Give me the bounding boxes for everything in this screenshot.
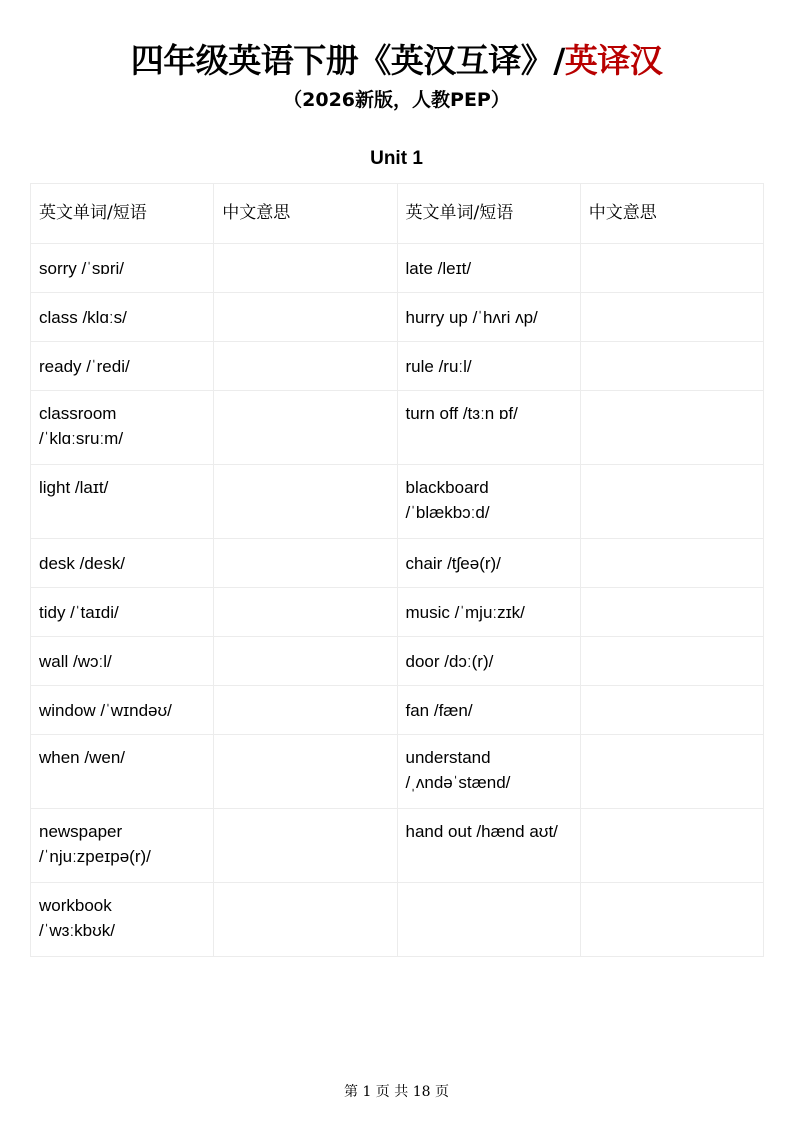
chinese-meaning-cell bbox=[214, 686, 397, 735]
chinese-meaning-cell bbox=[580, 391, 763, 465]
header-english-left: 英文单词/短语 bbox=[31, 184, 214, 244]
english-word-cell bbox=[397, 588, 580, 637]
english-word-cell bbox=[397, 735, 580, 809]
cell-text-line: blackboard bbox=[405, 478, 489, 497]
table-row bbox=[31, 686, 764, 735]
cell-text-line: sorry /ˈsɒri/ bbox=[39, 259, 124, 278]
header-chinese-right: 中文意思 bbox=[580, 184, 763, 244]
english-word-cell bbox=[397, 539, 580, 588]
cell-text-line: hurry up /ˈhʌri ʌp/ bbox=[405, 308, 538, 327]
english-word-cell bbox=[31, 883, 214, 957]
chinese-meaning-cell bbox=[214, 244, 397, 293]
english-word-cell bbox=[397, 391, 580, 465]
cell-text-line: light /laɪt/ bbox=[39, 478, 109, 497]
chinese-meaning-cell bbox=[580, 883, 763, 957]
chinese-meaning-cell bbox=[580, 293, 763, 342]
english-word-cell bbox=[397, 342, 580, 391]
chinese-meaning-cell bbox=[214, 735, 397, 809]
english-word-cell bbox=[397, 637, 580, 686]
chinese-meaning-cell bbox=[214, 465, 397, 539]
unit-title: Unit 1 bbox=[370, 148, 423, 169]
page-footer: 第 1 页 共 18 页 bbox=[344, 1084, 449, 1100]
table-body bbox=[31, 244, 764, 957]
header-english-right: 英文单词/短语 bbox=[397, 184, 580, 244]
cell-text-line: /ˌʌndəˈstænd/ bbox=[405, 773, 511, 792]
english-word-cell bbox=[31, 342, 214, 391]
english-word-cell bbox=[397, 465, 580, 539]
cell-text-line: understand bbox=[405, 748, 491, 767]
chinese-meaning-cell bbox=[580, 588, 763, 637]
chinese-meaning-cell bbox=[214, 391, 397, 465]
english-word-cell bbox=[31, 809, 214, 883]
english-word-cell bbox=[31, 244, 214, 293]
cell-text-line: tidy /ˈtaɪdi/ bbox=[39, 603, 119, 622]
chinese-meaning-cell bbox=[214, 293, 397, 342]
table-row bbox=[31, 809, 764, 883]
chinese-meaning-cell bbox=[214, 637, 397, 686]
page-subtitle: （2026新版，人教PEP） bbox=[283, 89, 510, 111]
cell-text-line: /ˈblækbɔːd/ bbox=[405, 503, 490, 522]
english-word-cell bbox=[31, 686, 214, 735]
chinese-meaning-cell bbox=[214, 588, 397, 637]
table-header-row bbox=[31, 184, 764, 244]
page-title-accent: 英译汉 bbox=[564, 41, 663, 80]
cell-text-line: ready /ˈredi/ bbox=[39, 357, 130, 376]
cell-text-line: workbook bbox=[39, 896, 112, 915]
cell-text-line: music /ˈmjuːzɪk/ bbox=[405, 603, 525, 622]
english-word-cell bbox=[31, 391, 214, 465]
cell-text-line: hand out /hænd aʊt/ bbox=[405, 822, 558, 841]
chinese-meaning-cell bbox=[214, 809, 397, 883]
english-word-cell bbox=[397, 686, 580, 735]
vocabulary-table bbox=[30, 183, 764, 957]
chinese-meaning-cell bbox=[580, 244, 763, 293]
table-row bbox=[31, 637, 764, 686]
cell-text-line: /ˈklɑːsruːm/ bbox=[39, 429, 124, 448]
english-word-cell bbox=[31, 293, 214, 342]
english-word-cell bbox=[31, 588, 214, 637]
table-row bbox=[31, 391, 764, 465]
cell-text-line: /ˈwɜːkbʊk/ bbox=[39, 921, 116, 940]
english-word-cell bbox=[31, 735, 214, 809]
cell-text-line: chair /tʃeə(r)/ bbox=[405, 554, 501, 573]
chinese-meaning-cell bbox=[214, 883, 397, 957]
chinese-meaning-cell bbox=[580, 539, 763, 588]
english-word-cell bbox=[31, 465, 214, 539]
english-word-cell bbox=[397, 244, 580, 293]
cell-text-line: rule /ruːl/ bbox=[405, 357, 472, 376]
table-row bbox=[31, 465, 764, 539]
cell-text-line: door /dɔː(r)/ bbox=[405, 652, 494, 671]
page-title bbox=[0, 38, 793, 84]
cell-text-line: window /ˈwɪndəʊ/ bbox=[39, 701, 172, 720]
cell-text-line: wall /wɔːl/ bbox=[39, 652, 112, 671]
chinese-meaning-cell bbox=[580, 809, 763, 883]
english-word-cell bbox=[397, 809, 580, 883]
cell-text-line: class /klɑːs/ bbox=[39, 308, 127, 327]
cell-text-line: turn off /tɜːn ɒf/ bbox=[405, 404, 518, 423]
table-row bbox=[31, 244, 764, 293]
chinese-meaning-cell bbox=[214, 539, 397, 588]
cell-text-line: when /wen/ bbox=[39, 748, 125, 767]
english-word-cell bbox=[31, 637, 214, 686]
cell-text-line: desk /desk/ bbox=[39, 554, 125, 573]
chinese-meaning-cell bbox=[580, 637, 763, 686]
table-row bbox=[31, 342, 764, 391]
cell-text-line: classroom bbox=[39, 404, 117, 423]
chinese-meaning-cell bbox=[580, 686, 763, 735]
table-row bbox=[31, 588, 764, 637]
cell-text-line: newspaper bbox=[39, 822, 123, 841]
cell-text-line: fan /fæn/ bbox=[405, 701, 473, 720]
english-word-cell bbox=[397, 883, 580, 957]
chinese-meaning-cell bbox=[580, 465, 763, 539]
cell-text-line: /ˈnjuːzpeɪpə(r)/ bbox=[39, 847, 151, 866]
table-row bbox=[31, 293, 764, 342]
english-word-cell bbox=[31, 539, 214, 588]
chinese-meaning-cell bbox=[214, 342, 397, 391]
table-row bbox=[31, 539, 764, 588]
table-row bbox=[31, 883, 764, 957]
english-word-cell bbox=[397, 293, 580, 342]
chinese-meaning-cell bbox=[580, 342, 763, 391]
page-title-main: 四年级英语下册《英汉互译》/ bbox=[130, 41, 565, 80]
table-row bbox=[31, 735, 764, 809]
cell-text-line: late /leɪt/ bbox=[405, 259, 472, 278]
chinese-meaning-cell bbox=[580, 735, 763, 809]
header-chinese-left: 中文意思 bbox=[214, 184, 397, 244]
